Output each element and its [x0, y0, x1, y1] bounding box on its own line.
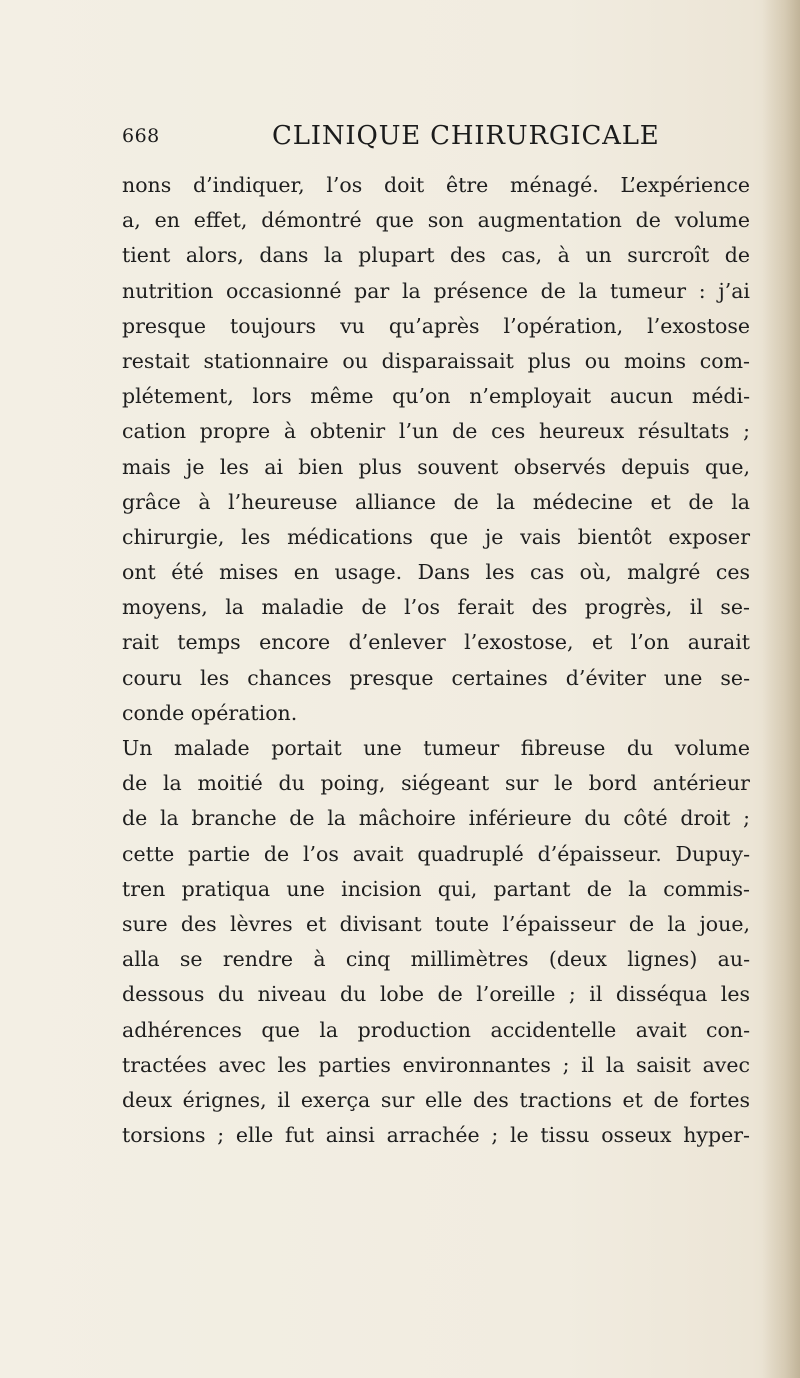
text-line: deux érignes, il exerça sur elle des tractions et de fortes	[122, 1087, 750, 1112]
text-line: nons d’indiquer, l’os doit être ménagé. L’expérience	[122, 173, 750, 197]
text-line: de la branche de la mâchoire inférieure du côté droit ;	[122, 806, 750, 831]
text-line: couru les chances presque certaines d’éviter une se-	[122, 665, 750, 690]
text-line: cette partie de l’os avait quadruplé d’épaisseur. Dupuy-	[122, 841, 750, 866]
text-line: restait stationnaire ou disparaissait plus ou moins com-	[122, 348, 750, 373]
body-text	[122, 168, 750, 1153]
text-line: rait temps encore d’enlever l’exostose, et l’on aurait	[122, 630, 750, 655]
text-line: dessous du niveau du lobe de l’oreille ; il disséqua les	[122, 982, 750, 1007]
text-line: cation propre à obtenir l’un de ces heureux résultats ;	[122, 419, 750, 444]
text-line: nutrition occasionné par la présence de la tumeur : j’ai	[122, 278, 750, 303]
text-line: sure des lèvres et divisant toute l’épaisseur de la joue,	[122, 911, 750, 936]
text-line: chirurgie, les médications que je vais bientôt exposer	[122, 524, 750, 549]
text-line: tient alors, dans la plupart des cas, à un surcroît de	[122, 243, 750, 268]
page-edge-shadow	[762, 0, 800, 1378]
text-line: presque toujours vu qu’après l’opération, l’exostose	[122, 313, 750, 338]
text-line: alla se rendre à cinq millimètres (deux lignes) au-	[122, 947, 750, 972]
text-line: torsions ; elle fut ainsi arrachée ; le tissu osseux hyper-	[122, 1123, 750, 1148]
text-line: plétement, lors même qu’on n’employait aucun médi-	[122, 384, 750, 409]
text-line: ont été mises en usage. Dans les cas où, malgré ces	[122, 560, 750, 585]
text-line: grâce à l’heureuse alliance de la médecine et de la	[122, 489, 750, 514]
text-line: tractées avec les parties environnantes ; il la saisit avec	[122, 1052, 750, 1077]
paragraph-end-line: conde opération.	[122, 700, 298, 725]
running-head: CLINIQUE CHIRURGICALE	[272, 121, 660, 151]
text-line: a, en effet, démontré que son augmentation de volume	[122, 208, 750, 233]
text-line: de la moitié du poing, siégeant sur le bord antérieur	[122, 771, 750, 796]
text-line: moyens, la maladie de l’os ferait des progrès, il se-	[122, 595, 750, 620]
page-header	[122, 121, 744, 155]
text-line: mais je les ai bien plus souvent observés depuis que,	[122, 454, 750, 479]
paragraph-start-line: Un malade portait une tumeur fibreuse du volume	[122, 736, 750, 760]
text-line: tren pratiqua une incision qui, partant de la commis-	[122, 876, 750, 901]
text-line: adhérences que la production accidentelle avait con-	[122, 1017, 750, 1042]
page-number: 668	[122, 125, 160, 147]
